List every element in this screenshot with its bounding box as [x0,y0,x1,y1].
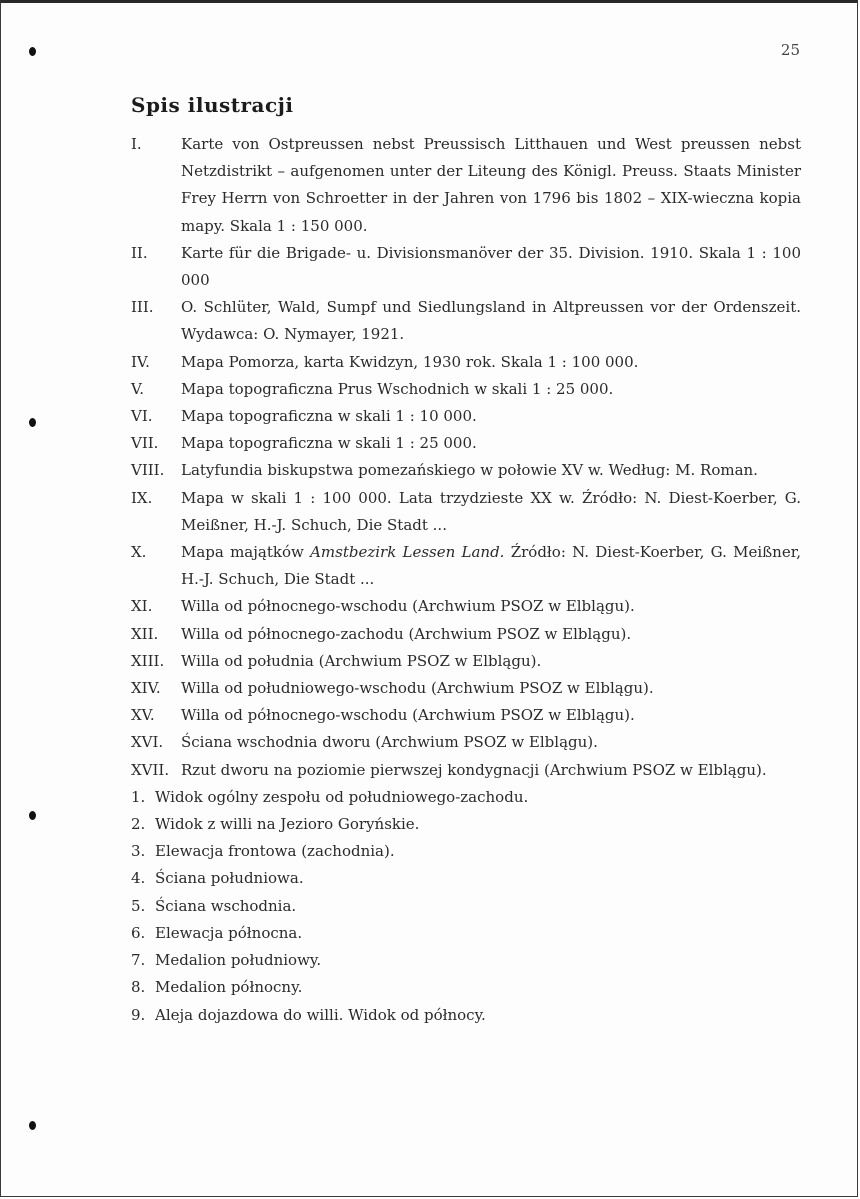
item-text: Latyfundia biskupstwa pomezańskiego w połowie XV w. Według: M. Roman. [181,461,758,480]
item-number: XIV. [131,679,161,698]
item-text: Mapa w skali 1 : 100 000. Lata trzydzieste XX w. Źródło: N. Diest-Koerber, G. Meißner, H.-J. Schuch, Die Stadt ... [181,488,801,534]
item-text [181,539,801,593]
item-text: Mapa topograficzna w skali 1 : 25 000. [181,434,477,453]
item-number: 1. [131,787,146,806]
item-text-italic: Amstbezirk Lessen Land. [310,543,505,562]
item-number: X. [131,543,147,562]
item-number: II. [131,243,148,262]
binding-hole-mark [29,811,36,820]
item-number: 9. [131,1005,146,1024]
item-text: Willa od południowego-wschodu (Archwium PSOZ w Elblągu). [181,679,654,698]
item-text: Willa od południa (Archwium PSOZ w Elblągu). [181,651,542,670]
binding-hole-mark [29,1121,36,1130]
photo-list-item [131,947,801,974]
list-item [131,675,801,702]
list-item [131,593,801,620]
item-text: Rzut dworu na poziomie pierwszej kondygnacji (Archwium PSOZ w Elblągu). [181,760,767,779]
item-number: III. [131,298,154,317]
item-text-start: Mapa majątków [181,543,311,562]
item-number: 3. [131,842,146,861]
photo-list-item [131,784,801,811]
item-number: IV. [131,352,150,371]
item-text: Medalion północny. [155,978,303,997]
list-item [131,539,801,593]
item-text: Widok ogólny zespołu od południowego-zachodu. [155,787,529,806]
list-item [131,702,801,729]
binding-hole-mark [29,418,36,427]
item-text: Medalion południowy. [155,951,322,970]
item-text: Willa od północnego-zachodu (Archwium PSOZ w Elblągu). [181,624,632,643]
item-text: Widok z willi na Jezioro Goryńskie. [155,815,420,834]
item-text: Aleja dojazdowa do willi. Widok od północy. [155,1005,486,1024]
item-text: Mapa topograficzna Prus Wschodnich w skali 1 : 25 000. [181,379,614,398]
item-number: 8. [131,978,146,997]
item-text: Ściana wschodnia dworu (Archwium PSOZ w Elblągu). [181,733,598,752]
item-text: Mapa topograficzna w skali 1 : 10 000. [181,407,477,426]
list-item [131,729,801,756]
item-text: Willa od północnego-wschodu (Archwium PSOZ w Elblągu). [181,706,635,725]
item-number: IX. [131,488,153,507]
item-text: O. Schlüter, Wald, Sumpf und Siedlungsland in Altpreussen vor der Ordenszeit. Wydawca: O. Nymayer, 1921. [181,298,801,344]
item-text: Karte für die Brigade- u. Divisionsmanöver der 35. Division. 1910. Skala 1 : 100 000 [181,243,801,290]
item-number: XIII. [131,651,165,670]
list-item [131,376,801,403]
item-number: 2. [131,815,146,834]
item-text: Karte von Ostpreussen nebst Preussisch Litthauen und West preussen nebst Netzdistrikt – aufgenomen unter der Liteung des Königl. Preuss. Staats Minister Frey Herrn von Schroetter in der Jahren von 1796 bis 1802 – XIX-wieczna kopia mapy. Skala 1 : 150 000. [181,135,801,235]
item-number: VI. [131,407,153,426]
list-item [131,240,801,294]
photo-list-item [131,1002,801,1029]
item-number: VIII. [131,461,165,480]
list-item [131,131,801,240]
list-item [131,403,801,430]
item-number: XII. [131,624,159,643]
item-number: VII. [131,434,159,453]
list-item [131,621,801,648]
photo-list-item [131,838,801,865]
item-number: XVII. [131,760,170,779]
photo-list-item [131,811,801,838]
illustration-list [131,131,801,1029]
page-number: 25 [780,41,800,59]
item-number: 7. [131,951,146,970]
photo-list-item [131,974,801,1001]
photo-list-item [131,920,801,947]
binding-hole-mark [29,47,36,56]
list-item [131,430,801,457]
item-text-end: Źródło: N. Diest-Koerber, G. Meißner, H.-J. Schuch, Die Stadt ... [181,543,801,589]
list-item [131,485,801,539]
item-number: 4. [131,869,146,888]
list-item [131,648,801,675]
photo-list-item [131,893,801,920]
item-text: Ściana południowa. [155,869,304,888]
item-text: Ściana wschodnia. [155,896,297,915]
list-item [131,349,801,376]
item-number: XVI. [131,733,164,752]
item-text: Mapa Pomorza, karta Kwidzyn, 1930 rok. Skala 1 : 100 000. [181,352,639,371]
photo-list-item [131,865,801,892]
item-text: Elewacja północna. [155,923,303,942]
item-text: Elewacja frontowa (zachodnia). [155,842,395,861]
list-item [131,757,801,784]
item-number: XV. [131,706,155,725]
item-number: V. [131,379,144,398]
item-text: Willa od północnego-wschodu (Archwium PSOZ w Elblągu). [181,597,635,616]
item-number: I. [131,135,142,153]
item-number: 5. [131,896,146,915]
list-item [131,457,801,484]
item-number: XI. [131,597,153,616]
list-item [131,294,801,348]
item-number: 6. [131,923,146,942]
page-title: Spis ilustracji [131,93,294,117]
